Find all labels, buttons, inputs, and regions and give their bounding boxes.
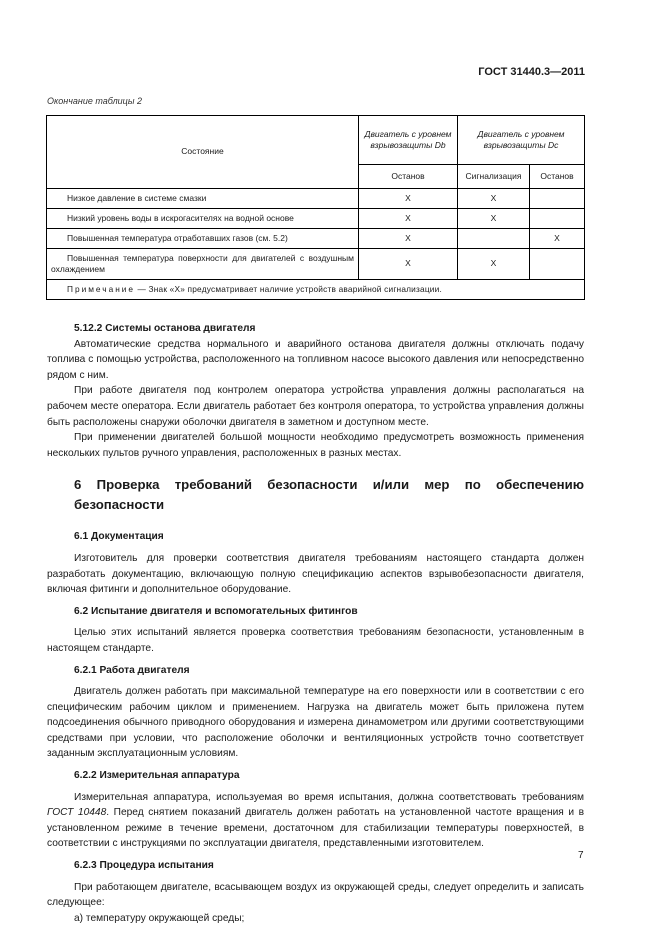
note-text: — Знак «X» предусматривает наличие устройств аварийной сигнализации. [135, 284, 442, 295]
table-row [47, 209, 585, 229]
table-caption: Окончание таблицы 2 [47, 96, 142, 106]
row-state: Низкий уровень воды в искрогасителях на водной основе [47, 209, 359, 229]
shutdown-table [46, 115, 585, 300]
cell-dc-stop: X [530, 229, 585, 249]
section-6-2-heading: 6.2 Испытание двигателя и вспомогательных фитингов [74, 605, 358, 617]
paragraph: Автоматические средства нормального и аварийного останова двигателя должны отключать подачу топлива с помощью устройства, расположенного на топливном насосе высокого давления или непосредственно рядом с ним. [47, 338, 584, 381]
note-label: Примечание [67, 284, 136, 295]
section-6-2-2-heading: 6.2.2 Измерительная аппаратура [74, 770, 240, 782]
cell-db-stop: X [359, 209, 458, 229]
cell-db-stop: X [359, 249, 458, 280]
table-row [47, 249, 585, 280]
row-state: Повышенная температура поверхности для двигателей с воздушным охлаждением [47, 249, 359, 280]
document-code: ГОСТ 31440.3—2011 [478, 66, 585, 78]
paragraph-text: Измерительная аппаратура, используемая во время испытания, должна соответствовать требованиям [74, 791, 584, 803]
paragraph [47, 790, 584, 852]
cell-dc-signal [458, 229, 530, 249]
paragraph: При работающем двигателе, всасывающем воздух из окружающей среды, следует определить и записать следующее: [47, 881, 584, 909]
cell-db-stop: X [359, 189, 458, 209]
table-note [47, 280, 585, 300]
cell-dc-signal: X [458, 249, 530, 280]
cell-dc-signal: X [458, 189, 530, 209]
subheader-dc-stop: Останов [530, 165, 585, 189]
table-row [47, 229, 585, 249]
paragraph: Целью этих испытаний является проверка соответствия требованиям безопасности, установленным в настоящем стандарте. [47, 627, 584, 654]
table-row [47, 189, 585, 209]
document-body [47, 319, 584, 926]
page-number: 7 [578, 850, 584, 861]
column-header-state: Состояние [47, 116, 359, 189]
paragraph-text: . Перед снятием показаний двигатель должен работать на установленной частоте вращения и в установленном режиме в течение времени, достаточном для стабилизации температуры поверхностей, в соответствии с инструкциями по эксплуатации двигателя, представленными изготовителем. [47, 807, 584, 850]
subheader-dc-signal: Сигнализация [458, 165, 530, 189]
row-state: Повышенная температура отработавших газов (см. 5.2) [47, 229, 359, 249]
section-6-heading: 6 Проверка требований безопасности и/или мер по обеспечению безопасности [74, 477, 584, 513]
section-6-2-1-heading: 6.2.1 Работа двигателя [74, 664, 190, 676]
row-state: Низкое давление в системе смазки [47, 189, 359, 209]
paragraph: При применении двигателей большой мощности необходимо предусмотреть возможность применения нескольких пультов ручного управления, расположенных в разных местах. [47, 432, 584, 459]
cell-dc-signal: X [458, 209, 530, 229]
list-item: а) температуру окружающей среды; [74, 912, 245, 924]
cell-db-stop: X [359, 229, 458, 249]
cell-dc-stop [530, 209, 585, 229]
paragraph: При работе двигателя под контролем оператора устройства управления должны располагаться на рабочем месте оператора. Если двигатель работает без контроля оператора, то устройства управления должны быть расположены снаружи оболочки двигателя в заметном и доступном месте. [47, 385, 584, 428]
section-6-1-heading: 6.1 Документация [74, 531, 164, 543]
column-group-dc: Двигатель с уровнем взрывозащиты Dc [458, 116, 585, 165]
cell-dc-stop [530, 249, 585, 280]
paragraph: Двигатель должен работать при максимальной температуре на его поверхности или в соответствии с его специфическим рабочим циклом и применением. Нагрузка на двигатель может быть приложена путем подсоединения обычного приводного оборудования и измерена динамометром или другими соответствующими средствами при условии, что расположение оболочки и вентиляционных устройств точно соответствует заданным эксплуатационным условиям. [47, 686, 584, 760]
paragraph: Изготовитель для проверки соответствия двигателя требованиям настоящего стандарта должен разработать документацию, включающую полную спецификацию аспектов взрывобезопасности двигателя, включая фитинги и дополнительное оборудование. [47, 552, 584, 596]
section-6-2-3-heading: 6.2.3 Процедура испытания [74, 860, 214, 872]
cell-dc-stop [530, 189, 585, 209]
subheader-db-stop: Останов [359, 165, 458, 189]
column-group-db: Двигатель с уровнем взрывозащиты Db [359, 116, 458, 165]
section-5-12-2-heading: 5.12.2 Системы останова двигателя [74, 323, 256, 334]
standard-reference: ГОСТ 10448 [47, 807, 107, 819]
